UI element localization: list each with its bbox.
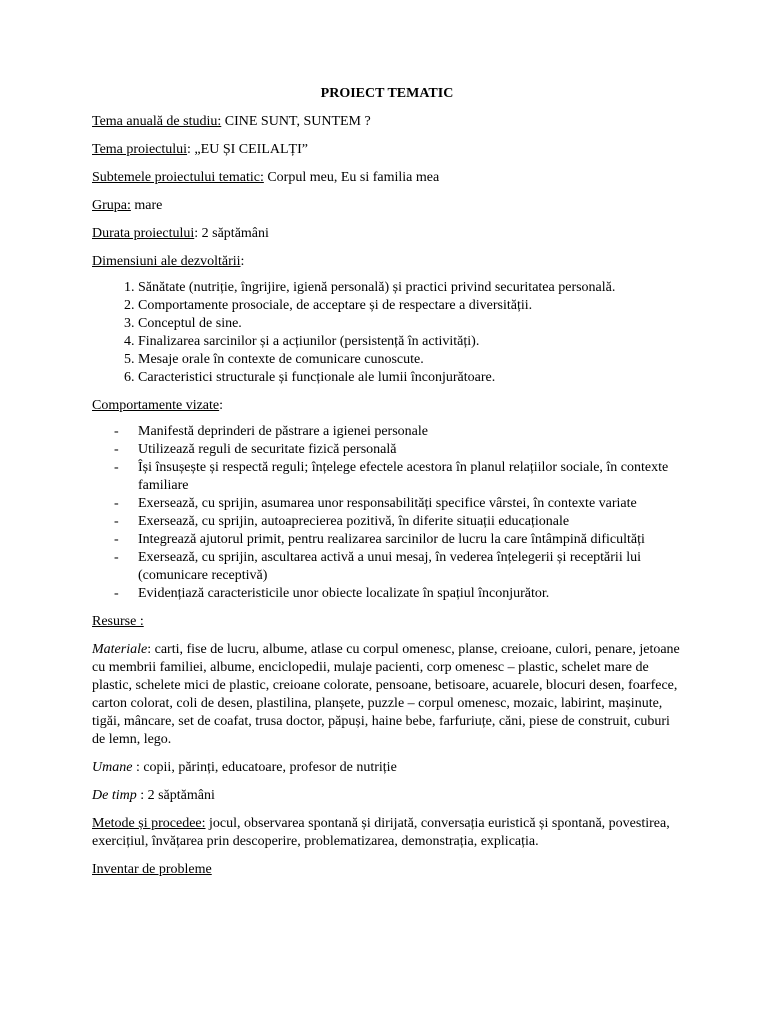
time-resources-line bbox=[92, 787, 682, 805]
dash-bullet: - bbox=[114, 424, 119, 439]
list-item-text: Utilizează reguli de securitate fizică personală bbox=[138, 442, 397, 457]
behaviours-heading bbox=[92, 397, 682, 415]
list-item-text: Exersează, cu sprijin, autoaprecierea pozitivă, în diferite situații educaționale bbox=[138, 514, 570, 529]
list-item bbox=[92, 459, 682, 495]
list-item bbox=[92, 513, 682, 531]
list-item-text: Exersează, cu sprijin, ascultarea activă a unui mesaj, în vederea înțelegerii și receptării lui (comunicare receptivă) bbox=[138, 550, 641, 583]
time-resources-label: De timp bbox=[92, 788, 137, 803]
behaviours-label: Comportamente vizate bbox=[92, 398, 220, 413]
document-title: PROIECT TEMATIC bbox=[320, 86, 454, 101]
dimensions-suffix: : bbox=[240, 254, 245, 269]
group-label: Grupa: bbox=[92, 198, 131, 213]
resources-label: Resurse : bbox=[92, 614, 144, 629]
list-item-text: Exersează, cu sprijin, asumarea unor responsabilități specifice vârstei, în contexte variate bbox=[138, 496, 637, 511]
annual-theme-line bbox=[92, 113, 682, 131]
methods-paragraph bbox=[92, 815, 682, 851]
list-item bbox=[92, 495, 682, 513]
dash-bullet: - bbox=[114, 532, 119, 547]
list-item: 6. Caracteristici structurale și funcționale ale lumii înconjurătoare. bbox=[138, 369, 682, 387]
materials-paragraph bbox=[92, 641, 682, 749]
group-line bbox=[92, 197, 682, 215]
project-theme-value: : „EU ȘI CEILALȚI” bbox=[187, 142, 308, 157]
list-item: 1. Sănătate (nutriție, îngrijire, igienă personală) și practici privind securitatea personală. bbox=[138, 279, 682, 297]
duration-label: Durata proiectului bbox=[92, 226, 195, 241]
duration-line bbox=[92, 225, 682, 243]
list-item bbox=[92, 549, 682, 585]
list-item: 4. Finalizarea sarcinilor și a acțiunilor (persistență în activități). bbox=[138, 333, 682, 351]
project-theme-line bbox=[92, 141, 682, 159]
list-item-text: Integrează ajutorul primit, pentru realizarea sarcinilor de lucru la care întâmpină dificultăți bbox=[138, 532, 645, 547]
dimensions-heading bbox=[92, 253, 682, 271]
behaviours-list bbox=[92, 423, 682, 603]
dash-bullet: - bbox=[114, 496, 119, 511]
human-resources-label: Umane bbox=[92, 760, 133, 775]
time-resources-value: : 2 săptămâni bbox=[136, 788, 215, 803]
document-content bbox=[92, 85, 682, 889]
dimensions-list bbox=[92, 279, 682, 387]
methods-value: jocul, observarea spontană și dirijată, conversația euristică și spontană, povestirea, exercițiul, învățarea prin descoperire, problematizarea, demonstrația, explicația. bbox=[92, 816, 670, 849]
dimensions-label: Dimensiuni ale dezvoltării bbox=[92, 254, 241, 269]
behaviours-suffix: : bbox=[219, 398, 224, 413]
list-item bbox=[92, 441, 682, 459]
materials-value: : carti, fise de lucru, albume, atlase cu corpul omenesc, planse, creioane, culori, penare, jetoane cu membrii familiei, albume, enciclopedii, mulaje pacienti, corp omenesc – plastic, schelet mare de plastic, schelete mici de plastic, creioane colorate, pensoane, betisoare, acuarele, blocuri desen, foarfece, carton colorat, coli de desen, plastilina, planșete, puzzle – corpul omenesc, mozaic, labirint, mașinute, tigăi, mâncare, set de coafat, trusa doctor, păpuși, haine bebe, farfuriuțe, căni, piese de construit, cuburi de lemn, lego. bbox=[92, 642, 680, 747]
dash-bullet: - bbox=[114, 460, 119, 475]
subthemes-label: Subtemele proiectului tematic: bbox=[92, 170, 264, 185]
methods-label: Metode și procedee: bbox=[92, 816, 206, 831]
materials-label: Materiale bbox=[92, 642, 148, 657]
subthemes-value: Corpul meu, Eu si familia mea bbox=[263, 170, 440, 185]
subthemes-line bbox=[92, 169, 682, 187]
list-item: 5. Mesaje orale în contexte de comunicare cunoscute. bbox=[138, 351, 682, 369]
annual-theme-value: CINE SUNT, SUNTEM ? bbox=[221, 114, 371, 129]
list-item-text: Își însușește și respectă reguli; înțelege efectele acestora în planul relațiilor sociale, în contexte familiare bbox=[138, 460, 669, 493]
list-item bbox=[92, 585, 682, 603]
list-item-text: Evidențiază caracteristicile unor obiecte localizate în spațiul înconjurător. bbox=[138, 586, 550, 601]
list-item bbox=[92, 423, 682, 441]
group-value: mare bbox=[130, 198, 163, 213]
dash-bullet: - bbox=[114, 550, 119, 565]
annual-theme-label: Tema anuală de studiu: bbox=[92, 114, 222, 129]
dash-bullet: - bbox=[114, 442, 119, 457]
dash-bullet: - bbox=[114, 514, 119, 529]
duration-value: : 2 săptămâni bbox=[194, 226, 269, 241]
problem-inventory-heading bbox=[92, 861, 682, 879]
human-resources-value: : copii, părinți, educatoare, profesor de nutriție bbox=[132, 760, 397, 775]
resources-heading bbox=[92, 613, 682, 631]
list-item: 2. Comportamente prosociale, de acceptare și de respectare a diversității. bbox=[138, 297, 682, 315]
problem-inventory-label: Inventar de probleme bbox=[92, 862, 212, 877]
human-resources-line bbox=[92, 759, 682, 777]
dash-bullet: - bbox=[114, 586, 119, 601]
list-item bbox=[92, 531, 682, 549]
list-item: 3. Conceptul de sine. bbox=[138, 315, 682, 333]
list-item-text: Manifestă deprinderi de păstrare a igienei personale bbox=[138, 424, 428, 439]
project-theme-label: Tema proiectului bbox=[92, 142, 188, 157]
